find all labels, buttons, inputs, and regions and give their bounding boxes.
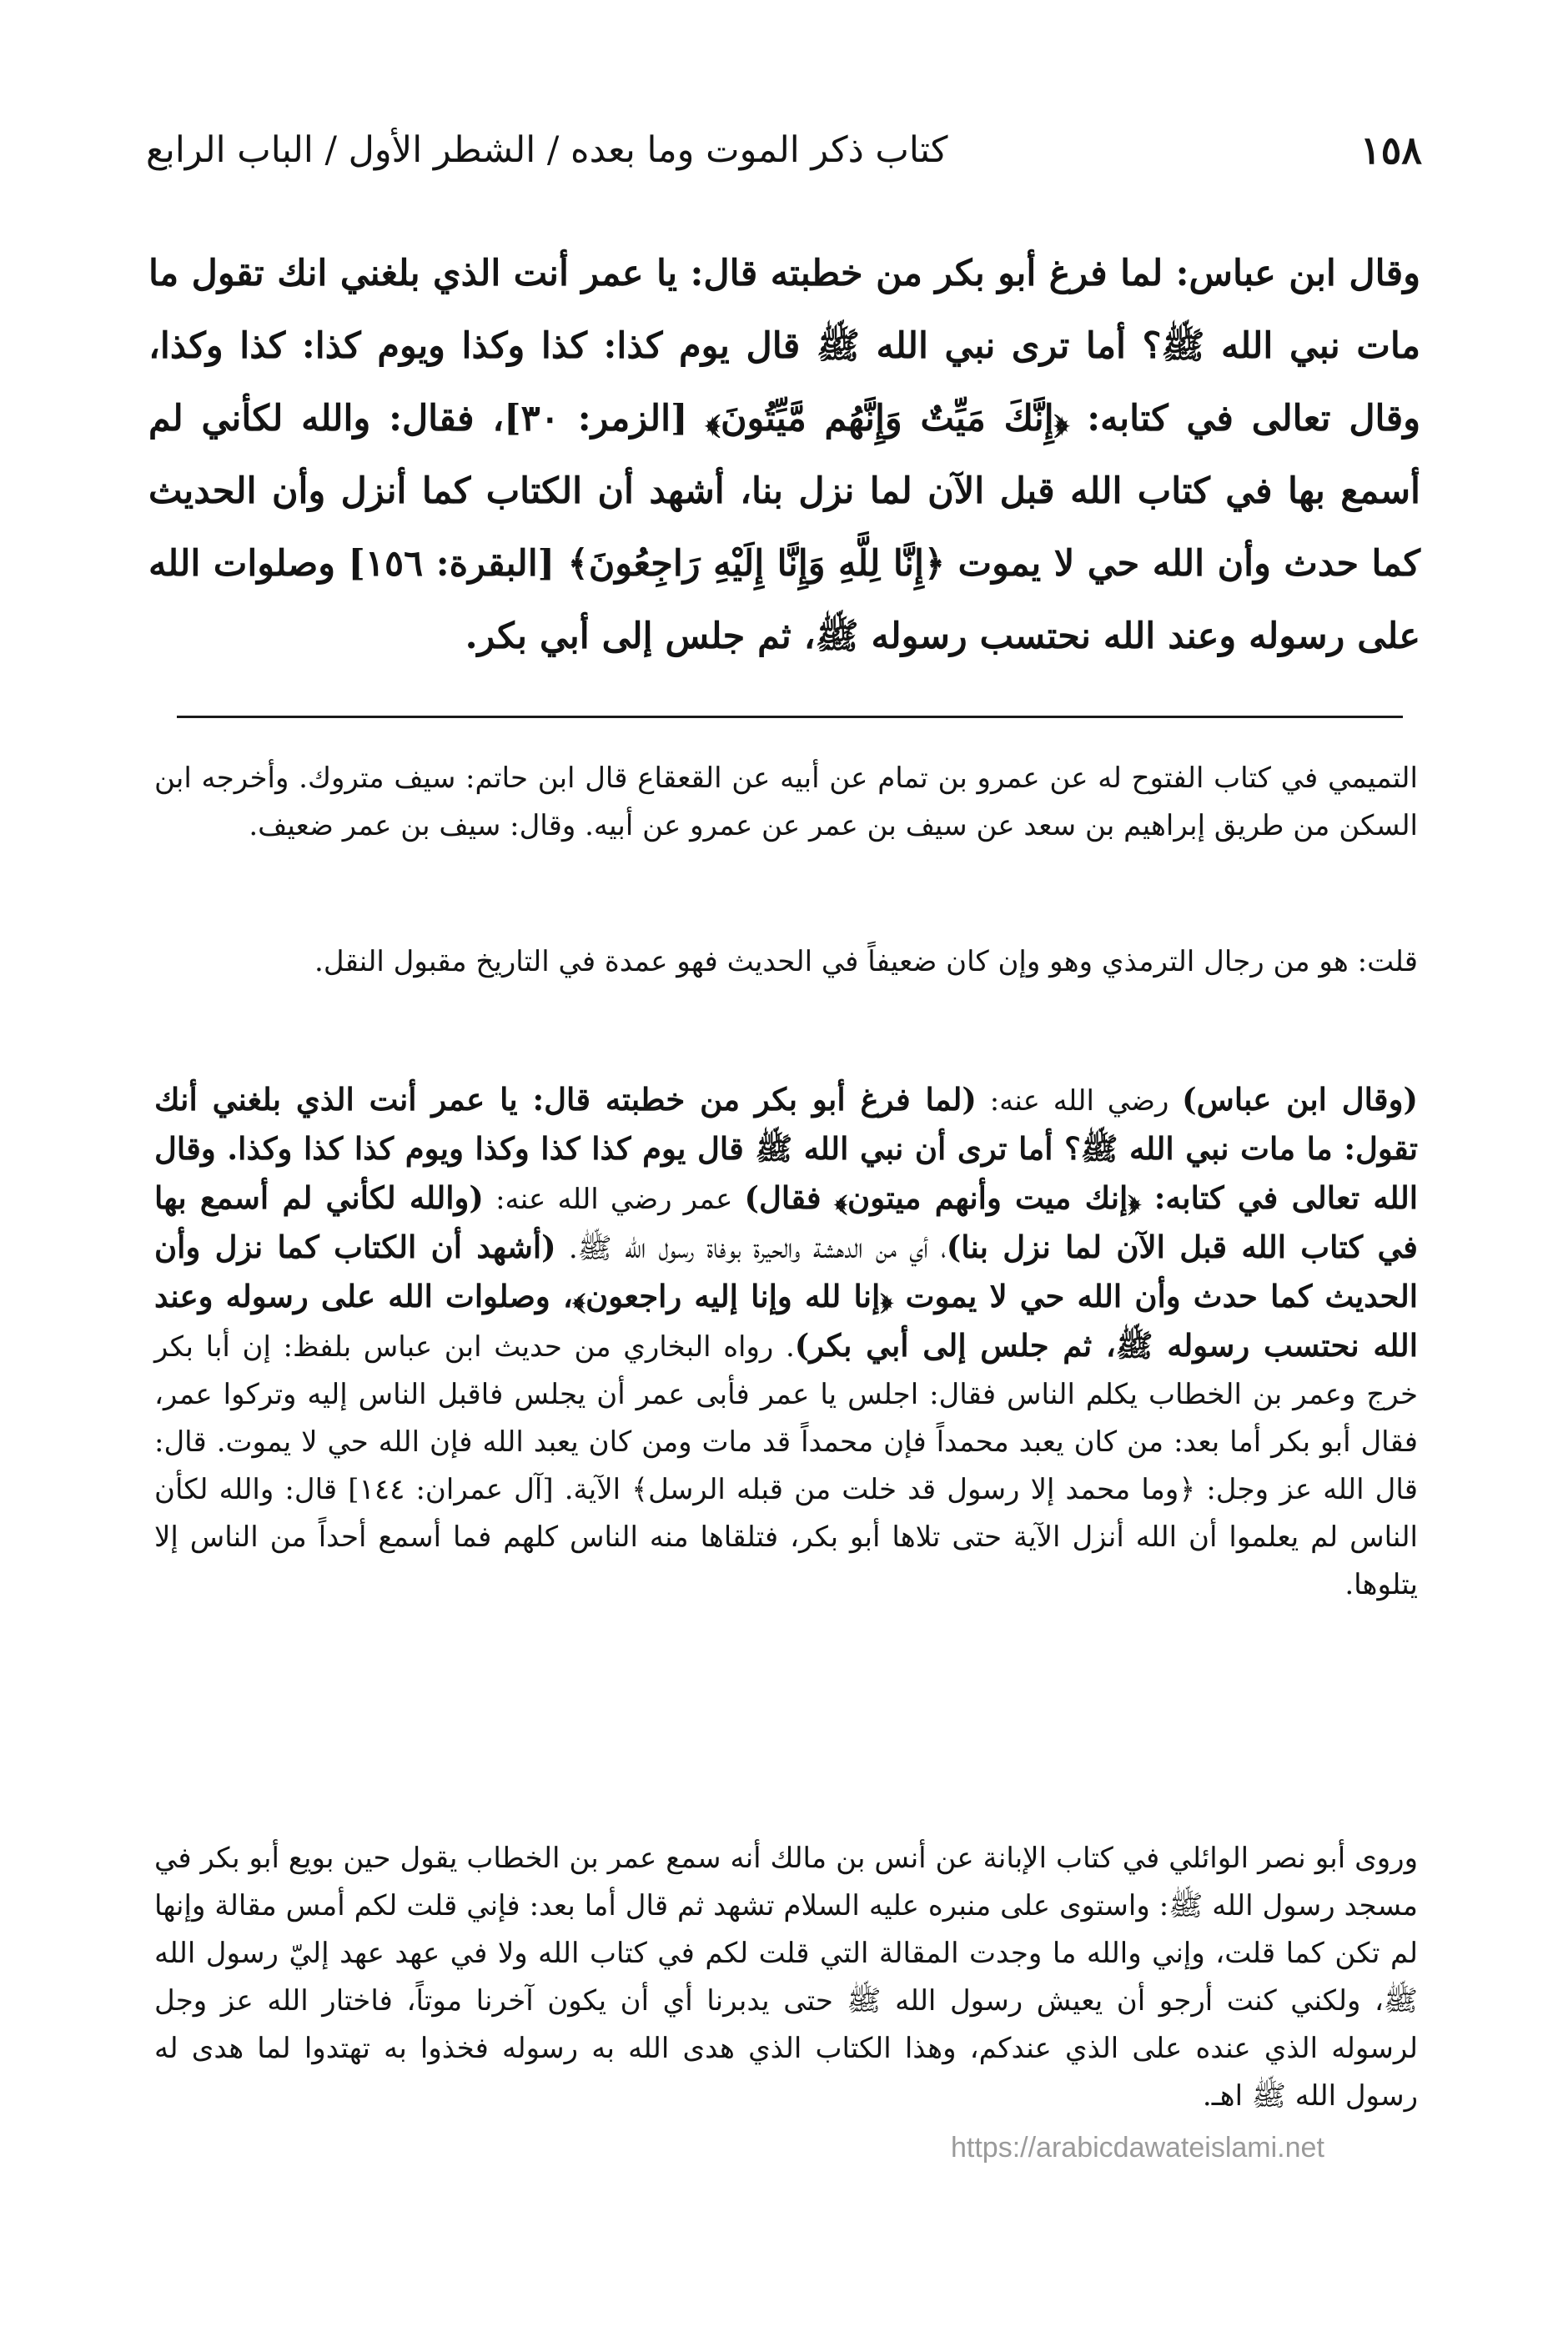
main-text-paragraph: وقال ابن عباس: لما فرغ أبو بكر من خطبته قال: يا عمر أنت الذي بلغني انك تقول ما مات نبي الله ﷺ؟ أما ترى نبي الله ﷺ قال يوم كذا: كذا وكذا ويوم كذا: كذا وكذا، وقال تعالى في كتابه: ﴿إِنَّكَ مَيِّتٌ وَإِنَّهُم مَّيِّتُونَ﴾ [الزمر: ٣٠]، فقال: والله لكأني لم أسمع بها في كتاب الله قبل الآن لما نزل بنا، أشهد أن الكتاب كما أنزل وأن الحديث كما حدث وأن الله حي لا يموت ﴿إِنَّا لِلَّهِ وَإِنَّا إِلَيْهِ رَاجِعُونَ﴾ [البقرة: ١٥٦] وصلوات الله على رسوله وعند الله نحتسب رسوله ﷺ، ثم جلس إلى أبي بكر. bbox=[148, 253, 1420, 657]
watermark-url: https://arabicdawateislami.net bbox=[951, 2132, 1324, 2164]
commentary-gloss: ، أي من الدهشة والحيرة بوفاة رسول الله ﷺ. bbox=[555, 1232, 947, 1265]
commentary-gloss: رضي الله عنه: bbox=[976, 1084, 1183, 1118]
quoted-text: (أشهد أن الكتاب كما نزل وأن الحديث كما حدث وأن الله حي لا يموت ﴿إنا لله وإنا إليه راجعون﴾، وصلوات الله على رسوله وعند الله نحتسب رسوله ﷺ، ثم جلس إلى أبي بكر) bbox=[154, 1229, 1418, 1364]
commentary-paragraph bbox=[154, 1076, 1418, 1609]
running-head: كتاب ذكر الموت وما بعده / الشطر الأول / الباب الرابع bbox=[146, 129, 948, 171]
footnote-separator bbox=[177, 716, 1403, 718]
quoted-text: (لما فرغ أبو بكر من خطبته قال: يا عمر أنت الذي بلغني أنك تقول: ما مات نبي الله ﷺ؟ أما ترى أن نبي الله ﷺ قال يوم كذا كذا وكذا ويوم كذا كذا وكذا. وقال الله تعالى في كتابه: ﴿إنك ميت وأنهم ميتون﴾ فقال) bbox=[154, 1081, 1418, 1216]
commentary-text bbox=[154, 1076, 1418, 1609]
page-number: ١٥٨ bbox=[1359, 128, 1422, 173]
footnote-text-2: قلت: هو من رجال الترمذي وهو وإن كان ضعيفاً في الحديث فهو عمدة في التاريخ مقبول النقل. bbox=[314, 945, 1418, 978]
commentary-gloss: . رواه البخاري من حديث ابن عباس بلفظ: إن أبا بكر خرج وعمر بن الخطاب يكلم الناس فقال: اجلس يا عمر فأبى عمر أن يجلس فاقبل الناس إليه وتركوا عمر، فقال أبو بكر أما بعد: من كان يعبد محمداً فإن محمداً قد مات ومن كان يعبد الله فإن الله حي لا يموت. قال: قال الله عز وجل: ﴿وما محمد إلا رسول قد خلت من قبله الرسل﴾ الآية. [آل عمران: ١٤٤] قال: والله لكأن الناس لم يعلموا أن الله أنزل الآية حتى تلاها أبو بكر، فتلقاها منه الناس كلهم فما أسمع أحداً من الناس إلا يتلوها. bbox=[154, 1330, 1418, 1601]
quoted-text: (والله لكأني لم أسمع بها في كتاب الله قبل الآن لما نزل بنا) bbox=[154, 1179, 1418, 1265]
footnote-text-1: التميمي في كتاب الفتوح له عن عمرو بن تمام عن أبيه عن القعقاع قال ابن حاتم: سيف متروك. وأخرجه ابن السكن من طريق إبراهيم بن سعد عن سيف بن عمر عن عمرو عن أبيه. وقال: سيف بن عمر ضعيف. bbox=[154, 761, 1418, 842]
footnote-paragraph-2 bbox=[154, 938, 1418, 986]
page-header bbox=[146, 117, 1422, 183]
quoted-text: (وقال ابن عباس) bbox=[1182, 1081, 1418, 1118]
footnote-paragraph-1 bbox=[154, 755, 1418, 850]
footnote-text-4: وروى أبو نصر الوائلي في كتاب الإبانة عن أنس بن مالك أنه سمع عمر بن الخطاب يقول حين بويع أبو بكر في مسجد رسول الله ﷺ: واستوى على منبره عليه السلام تشهد ثم قال أما بعد: فإني قلت لكم أمس مقالة وإنها لم تكن كما قلت، وإني والله ما وجدت المقالة التي قلت لكم في كتاب الله ولا في عهد عهد إليّ رسول الله ﷺ، ولكني كنت أرجو أن يعيش رسول الله ﷺ حتى يدبرنا أي أن يكون آخرنا موتاً، فاختار الله عز وجل لرسوله الذي عنده على الذي عندكم، وهذا الكتاب الذي هدى الله به رسوله فخذوا به تهتدوا لما هدى له رسول الله ﷺ اهـ. bbox=[154, 1842, 1419, 2113]
commentary-gloss: عمر رضي الله عنه: bbox=[483, 1183, 745, 1216]
footnote-paragraph-4 bbox=[154, 1835, 1418, 2120]
